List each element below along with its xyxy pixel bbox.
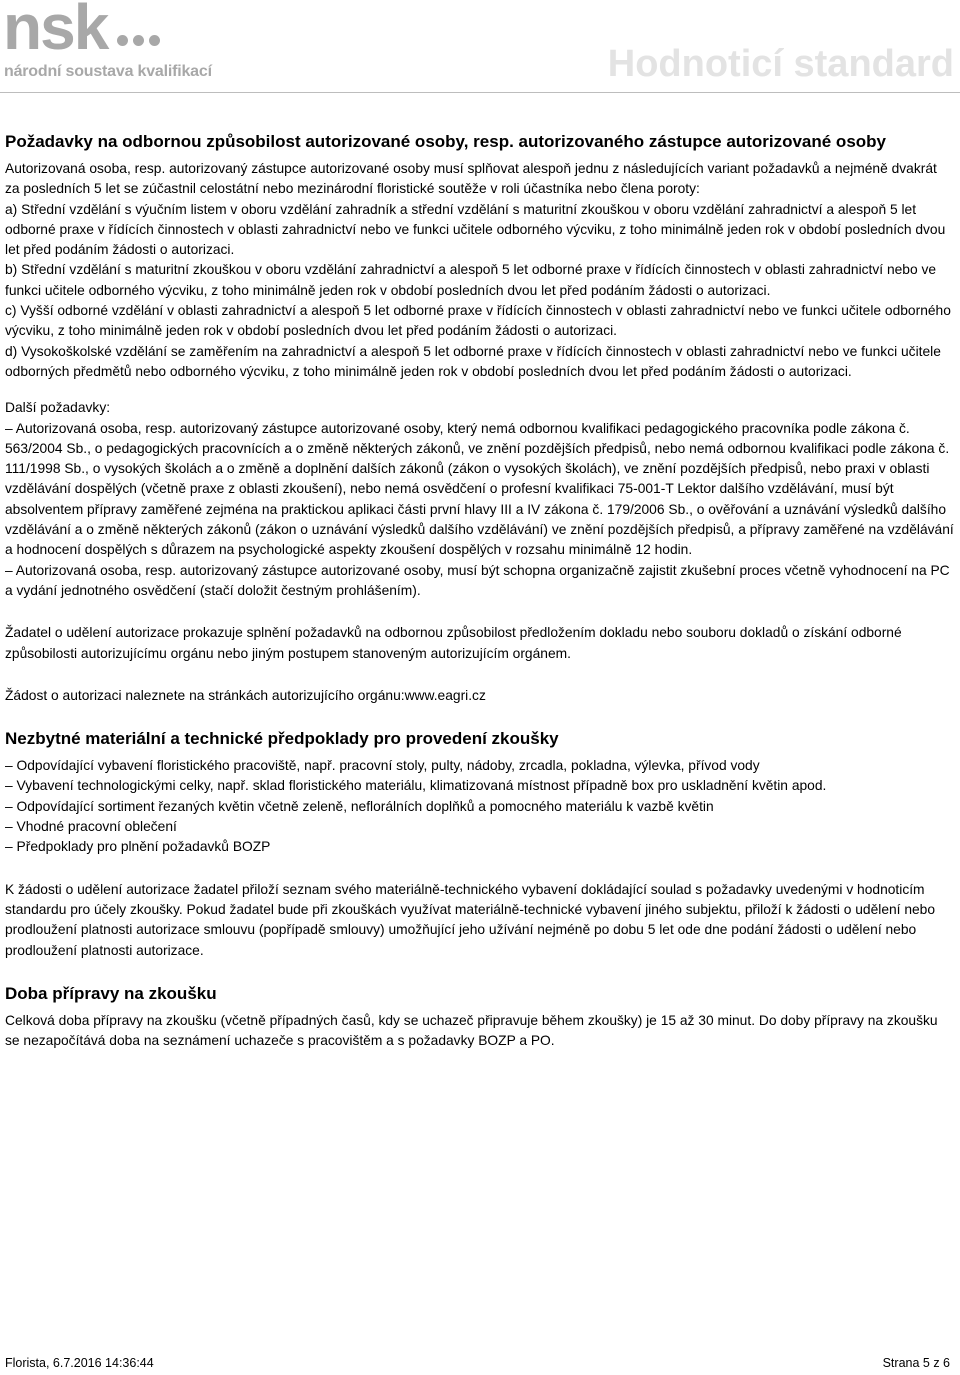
logo-wordmark: nsk <box>3 0 108 63</box>
list-item: – Autorizovaná osoba, resp. autorizovaný zástupce autorizované osoby, musí být schopna organizačně zajistit zkušební proces včetně vyhodnocení na PC a vydání jednotného osvědčení (stačí doložit čestným prohlášením). <box>5 561 955 602</box>
qualification-intro: Autorizovaná osoba, resp. autorizovaný zástupce autorizované osoby musí splňovat alespoň jednu z následujících variant požadavků a nejméně dvakrát za posledních 5 let se zúčastnil celostátní nebo mezinárodní floristické soutěže v roli účastníka nebo člena poroty: <box>5 161 937 197</box>
logo-subtitle: národní soustava kvalifikací <box>4 63 212 80</box>
list-item: – Odpovídající sortiment řezaných květin včetně zeleně, neflorálních doplňků a pomocného materiálu k vazbě květin <box>5 797 955 817</box>
section-heading-technical: Nezbytné materiální a technické předpoklady pro provedení zkoušky <box>5 729 559 749</box>
section-heading-preparation: Doba přípravy na zkoušku <box>5 983 217 1003</box>
variant-d: d) Vysokoškolské vzdělání se zaměřením na zahradnictví a alespoň 5 let odborné praxe v řídících činnostech v oblasti zahradnictví nebo ve funkci učitele odborných předmětů nebo odborného výcviku, z toho minimálně jeden rok v období posledních dvou let před podáním žádosti o autorizaci. <box>5 343 941 379</box>
list-item: – Předpoklady pro plnění požadavků BOZP <box>5 837 955 857</box>
footer-document-info: Florista, 6.7.2016 14:36:44 <box>5 1356 154 1370</box>
list-item: – Odpovídající vybavení floristického pracoviště, např. pracovní stoly, pulty, nádoby, zrcadla, pokladna, výlevka, přívod vody <box>5 756 955 776</box>
applicant-note: Žadatel o udělení autorizace prokazuje splnění požadavků na odbornou způsobilost předložením dokladu nebo souboru dokladů o získání odborné způsobilosti autorizujícímu orgánu nebo jiným postupem stanoveným autorizujícím orgánem. <box>5 625 902 661</box>
variant-b: b) Střední vzdělání s maturitní zkouškou v oboru vzdělání zahradnictví a alespoň 5 let odborné praxe v řídících činnostech v oblasti zahradnictví nebo ve funkci učitele odborného výcviku, z toho minimálně jeden rok v období posledních dvou let před podáním žádosti o autorizaci. <box>5 262 937 298</box>
additional-requirements-list <box>5 419 955 602</box>
preparation-text: Celková doba přípravy na zkoušku (včetně případných časů, kdy se uchazeč připravuje během zkoušky) je 15 až 30 minut. Do doby přípravy na zkoušku se nezapočítává doba na seznámení uchazeče s pracovištěm a s požadavky BOZP a PO. <box>5 1012 938 1049</box>
page-header <box>0 0 960 92</box>
variant-c: c) Vyšší odborné vzdělání v oblasti zahradnictví a alespoň 5 let odborné praxe v řídících činnostech v oblasti zahradnictví nebo ve funkci učitele odborného výcviku, z toho minimálně jeden rok v období posledních dvou let před podáním žádosti o autorizaci. <box>5 303 951 339</box>
list-item: – Vhodné pracovní oblečení <box>5 817 955 837</box>
variant-a: a) Střední vzdělání s výučním listem v oboru vzdělání zahradník a střední vzdělání s maturitní zkouškou v oboru vzdělání zahradnictví a alespoň 5 let odborné praxe v řídících činnostech v oblasti zahradnictví nebo ve funkci učitele odborného výcviku, z toho minimálně jeden rok v období posledních dvou let před podáním žádosti o autorizaci. <box>5 201 946 258</box>
additional-requirements-label: Další požadavky: <box>5 400 111 416</box>
list-item: – Vybavení technologickými celky, např. sklad floristického materiálu, klimatizovaná místnost případně box pro uskladnění květin apod. <box>5 776 955 796</box>
page-content <box>5 131 955 1051</box>
footer-page-number: Strana 5 z 6 <box>882 1356 950 1370</box>
list-item: – Autorizovaná osoba, resp. autorizovaný zástupce autorizované osoby, který nemá odbornou kvalifikaci pedagogického pracovníka podle zákona č. 563/2004 Sb., o pedagogických pracovnících a o změně některých zákonů, ve znění pozdějších předpisů, nebo nemá odbornou kvalifikaci podle zákona č. 111/1998 Sb., o vysokých školách a o změně a doplnění dalších zákonů (zákon o vysokých školách), ve znění pozdějších předpisů, nebo praxi v oblasti vzdělávání dospělých (včetně praxe z oblasti zkoušení), nebo nemá osvědčení o profesní kvalifikaci 75-001-T Lektor dalšího vzdělávání, musí být absolventem přípravy zaměřené zejména na praktickou aplikaci části první hlavy III a IV zákona č. 179/2006 Sb., o ověřování a uznávání výsledků dalšího vzdělávání a o změně některých zákonů (zákon o uznávání výsledků dalšího vzdělávání) ve znění pozdějších předpisů, a přípravy zaměřené na vzdělávání a hodnocení dospělých s důrazem na psychologické aspekty zkoušení dospělých v rozsahu minimálně 12 hodin. <box>5 419 955 561</box>
technical-note: K žádosti o udělení autorizace žadatel přiloží seznam svého materiálně-technického vybavení dokládající soulad s požadavky uvedenými v hodnoticím standardu pro účely zkoušky. Pokud žadatel bude při zkouškách využívat materiálně-technické vybavení jiného subjektu, přiloží k žádosti o udělení nebo prodloužení platnosti autorizace smlouvu (popřípadě smlouvy) umožňující jeho užívání nejméně po dobu 5 let ode dne podání žádosti o udělení nebo prodloužení platnosti autorizace. <box>5 881 936 958</box>
technical-requirements-list <box>5 756 955 857</box>
section-heading-qualification: Požadavky na odbornou způsobilost autorizované osoby, resp. autorizovaného zástupce autorizované osoby <box>5 132 886 151</box>
document-title: Hodnoticí standard <box>607 43 954 85</box>
nsk-logo <box>3 0 218 85</box>
application-note: Žádost o autorizaci naleznete na stránkách autorizujícího orgánu:www.eagri.cz <box>5 687 486 703</box>
logo-dots-icon <box>117 33 165 51</box>
header-divider <box>0 92 960 93</box>
